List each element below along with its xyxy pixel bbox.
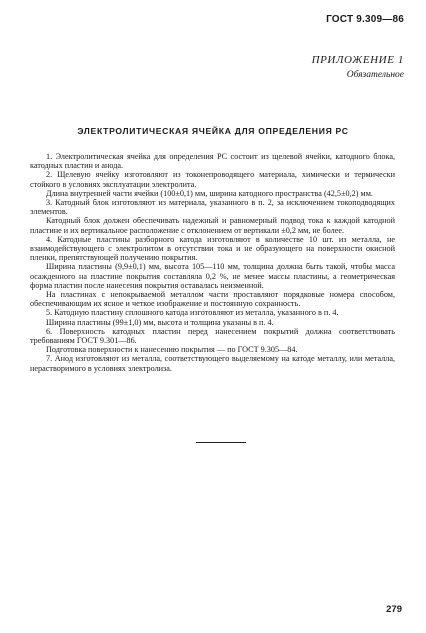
section-title: ЭЛЕКТРОЛИТИЧЕСКАЯ ЯЧЕЙКА ДЛЯ ОПРЕДЕЛЕНИЯ РС (77, 126, 349, 136)
paragraph-13: 7. Анод изготовляют из металла, соответствующего выделяемому на катоде металлу, или металла, нерастворимого в условиях электролиза. (30, 354, 395, 373)
paragraph-4: 3. Катодный блок изготовляют из материала, указанного в п. 2, за исключением токоподводящих элементов. (30, 198, 395, 217)
paragraph-6: 4. Катодные пластины разборного катода изготовляют в количестве 10 шт. из металла, не взаимодействующего с электролитом в отсутствии тока и не образующего на поверхности окисной пленки, препятствующей получению покрытия. (30, 234, 395, 263)
paragraph-7: Ширина пластины (9,9±0,1) мм, высота 105—110 мм, толщина должна быть такой, чтобы масса осажденного на пластине покрытия составляла 0,2 %, не менее массы пластины, а геометрическая форма пластин после нанесения покрытия оставалась неизменной. (30, 262, 395, 290)
standard-code: ГОСТ 9.309—86 (326, 14, 404, 25)
paragraph-8: На пластинах с непокрываемой металлом части проставляют порядковые номера способом, обеспечивающим их ясное и четкое изображение и постоянную сохранность. (30, 290, 395, 309)
end-divider (196, 442, 246, 443)
paragraph-11: 6. Поверхность катодных пластин перед нанесением покрытий должна соответствовать требованиям ГОСТ 9.301—86. (30, 326, 395, 346)
appendix-title: ПРИЛОЖЕНИЕ 1 (311, 54, 404, 66)
paragraph-2: 2. Щелевую ячейку изготовляют из токонепроводящего материала, химически и термически стойкого в условиях эксплуатации электролита. (30, 170, 395, 189)
body-text (30, 152, 395, 373)
paragraph-3: Длина внутренней части ячейки (100±0,1) мм, ширина катодного пространства (42,5±0,2) мм. (46, 188, 373, 198)
paragraph-10: Ширина пластины (99±1,0) мм, высота и толщина указаны в п. 4. (46, 317, 274, 327)
paragraph-5: Катодный блок должен обеспечивать надежный и равномерный подвод тока к каждой катодной пластине и их вертикальное расположение с отклонением от вертикали ±0,2 мм, не более. (30, 216, 395, 235)
paragraph-1: 1. Электролитическая ячейка для определения РС состоит из щелевой ячейки, катодного блока, катодных пластин и анода. (30, 152, 395, 171)
paragraph-12: Подготовка поверхности к нанесению покрытия — по ГОСТ 9.305—84. (46, 345, 298, 355)
page-number: 279 (386, 604, 402, 615)
appendix-subtitle: Обязательное (346, 70, 404, 80)
paragraph-9: 5. Катодную пластину сплошного катода изготовляют из металла, указанного в п. 4. (46, 308, 339, 318)
